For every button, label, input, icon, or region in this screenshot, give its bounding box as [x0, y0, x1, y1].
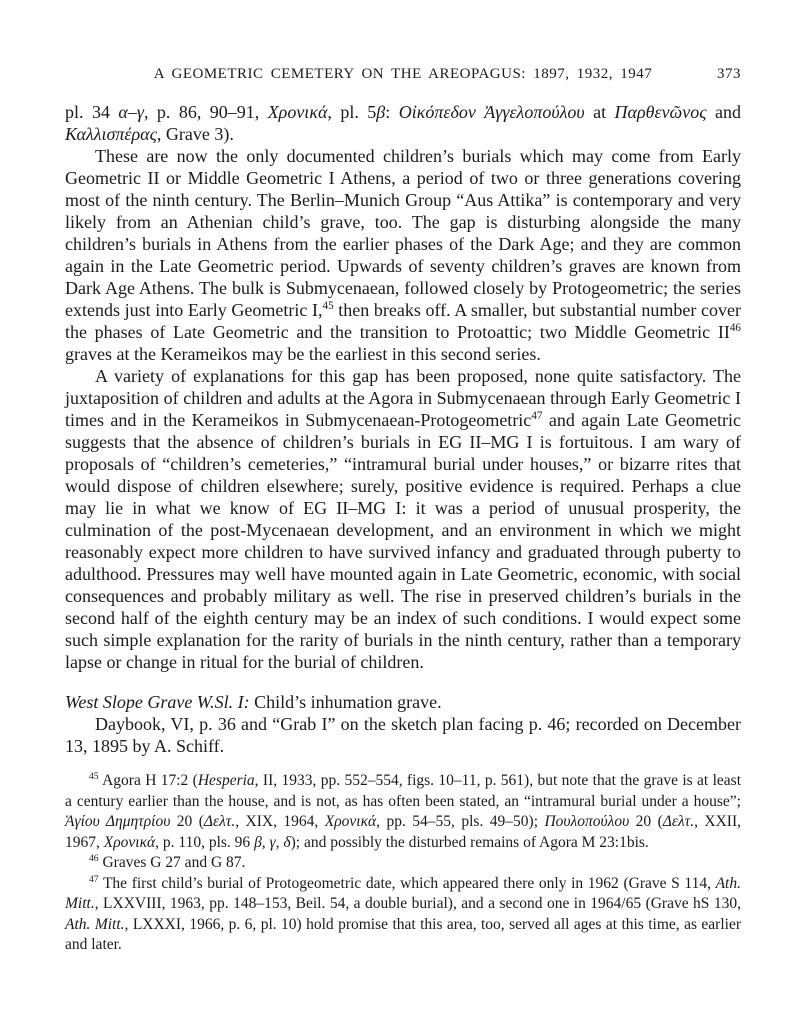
page-title: A GEOMETRIC CEMETERY ON THE AREOPAGUS: 1897, 1932, 1947: [153, 66, 653, 82]
page-number: 373: [717, 66, 741, 82]
running-header: [65, 66, 741, 83]
section-heading: [65, 691, 741, 713]
text-run: , II, 1933, pp. 552–554, figs. 10–11, p. 561), but note that the grave is at least a century earlier than the house, and is not, as has often been stated, an “intramural burial under a house”;: [65, 772, 742, 810]
body-paragraph: [65, 365, 741, 673]
page-body: [65, 101, 741, 956]
text-run: Χρονικά: [103, 833, 156, 851]
body-paragraph-continuation: [65, 101, 741, 145]
text-run: , pp. 54–55, pls. 49–50);: [376, 813, 545, 830]
text-run: Καλλισπέρας: [65, 124, 157, 144]
text-run: Child’s inhumation grave.: [249, 692, 442, 712]
grave-section: [65, 691, 741, 757]
footnote-marker: 47: [531, 410, 543, 422]
text-run: A variety of explanations for this gap has been proposed, none quite satisfactory. The juxtaposition of children and adults at the Agora in Submycenaean through Early Geometric I times and in the Kerameikos in Submycenaean-Protogeometric: [65, 366, 741, 430]
text-run: and: [706, 102, 741, 122]
text-run: , XIX, 1964,: [235, 813, 325, 830]
text-run: Ath. Mitt.: [65, 915, 125, 933]
text-run: , LXXXI, 1966, p. 6, pl. 10) hold promise that this area, too, served all ages at this time, as earlier and later.: [65, 915, 741, 953]
footnote-47: [65, 874, 741, 956]
text-run: β: [376, 102, 386, 122]
body-paragraph: [65, 145, 741, 365]
text-run: Δελτ.: [203, 813, 236, 830]
text-run: α–γ: [118, 102, 144, 122]
text-run: The first child’s burial of Protogeometric date, which appeared there only in 1962 (Grave S 114,: [98, 874, 716, 892]
text-run: ); and possibly the disturbed remains of Agora M 23:1bis.: [290, 833, 649, 851]
text-run: 20 (: [170, 813, 204, 830]
text-run: West Slope Grave W.Sl. I:: [65, 692, 250, 712]
text-run: Hesperia: [197, 772, 255, 789]
text-run: These are now the only documented children’s burials which may come from Early Geometric II or Middle Geometric I Athens, a period of two or three generations covering most of the ninth century. The Berlin–Munich Group “Aus Attika” is contemporary and very likely from an Athenian child’s grave, too. The gap is disturbing alongside the many children’s burials in Athens from the earlier phases of the Dark Age; and they are common again in the Late Geometric period. Upwards of seventy children’s graves are known from Dark Age Athens. The bulk is Submycenaean, followed closely by Protogeometric; the series extends just into Early Geometric I,: [65, 146, 741, 320]
text-run: , pl. 5: [327, 102, 377, 122]
text-run: , LXXVIII, 1963, pp. 148–153, Beil. 54, a double burial), and a second one in 1964/65 (Grave hS 130,: [94, 895, 741, 912]
text-run: Ath. Mitt.: [65, 874, 741, 912]
text-run: :: [385, 102, 399, 122]
footnote-45: [65, 771, 741, 853]
section-paragraph: [65, 713, 741, 757]
text-run: β, γ, δ: [254, 833, 291, 851]
text-run: then breaks off. A smaller, but substantial number cover the phases of Late Geometric and the transition to Protoattic; two Middle Geometric II: [65, 300, 741, 342]
footnote-46: [65, 853, 741, 874]
text-run: , Grave 3).: [156, 124, 234, 144]
text-run: Graves G 27 and G 87.: [98, 854, 246, 871]
footnotes: [65, 771, 741, 956]
text-run: , p. 110, pls. 96: [155, 833, 255, 851]
text-run: Δελτ.: [662, 813, 695, 830]
text-run: Πουλοπούλου: [544, 813, 630, 830]
text-run: , p. 86, 90–91,: [143, 102, 268, 122]
footnote-marker: 47: [89, 873, 99, 885]
footnote-marker: 46: [89, 852, 99, 864]
text-run: pl. 34: [65, 102, 119, 122]
text-run: Daybook, VI, p. 36 and “Grab I” on the sketch plan facing p. 46; recorded on December 13, 1895 by A. Schiff.: [65, 714, 741, 756]
text-run: graves at the Kerameikos may be the earliest in this second series.: [65, 344, 541, 364]
footnote-marker: 45: [322, 300, 334, 312]
footnote-marker: 45: [89, 770, 99, 782]
text-run: Agora H 17:2 (: [98, 772, 198, 789]
text-run: Ἁγίου Δημητρίου: [65, 813, 171, 830]
footnote-marker: 46: [729, 322, 741, 334]
text-run: at: [584, 102, 615, 122]
text-column: [65, 66, 741, 956]
text-run: and again Late Geometric suggests that the absence of children’s burials in EG II–MG I is fortuitous. I am wary of proposals of “children’s cemeteries,” “intramural burial under houses,” or bizarre rites that would dispose of children elsewhere; surely, positive evidence is required. Perhaps a clue may lie in what we know of EG II–MG I: it was a period of unusual prosperity, the culmination of the post-Mycenaean development, and an environment in which we might reasonably expect more children to have survived infancy and graduated through puberty to adulthood. Pressures may well have mounted again in Late Geometric, economic, with social consequences and probably military as well. The rise in preserved children’s burials in the second half of the eighth century may be an index of such conditions. I would expect some such simple explanation for the rarity of burials in the ninth century, rather than a temporary lapse or change in ritual for the burial of children.: [65, 410, 741, 672]
text-run: Χρονικά: [267, 102, 328, 122]
text-run: Οἰκόπεδον Ἀγγελοπούλου: [398, 102, 585, 122]
text-run: Παρθενῶνος: [614, 102, 707, 122]
text-run: , XXII, 1967,: [65, 813, 741, 851]
text-run: Χρονικά: [324, 813, 377, 830]
text-run: 20 (: [629, 813, 663, 830]
